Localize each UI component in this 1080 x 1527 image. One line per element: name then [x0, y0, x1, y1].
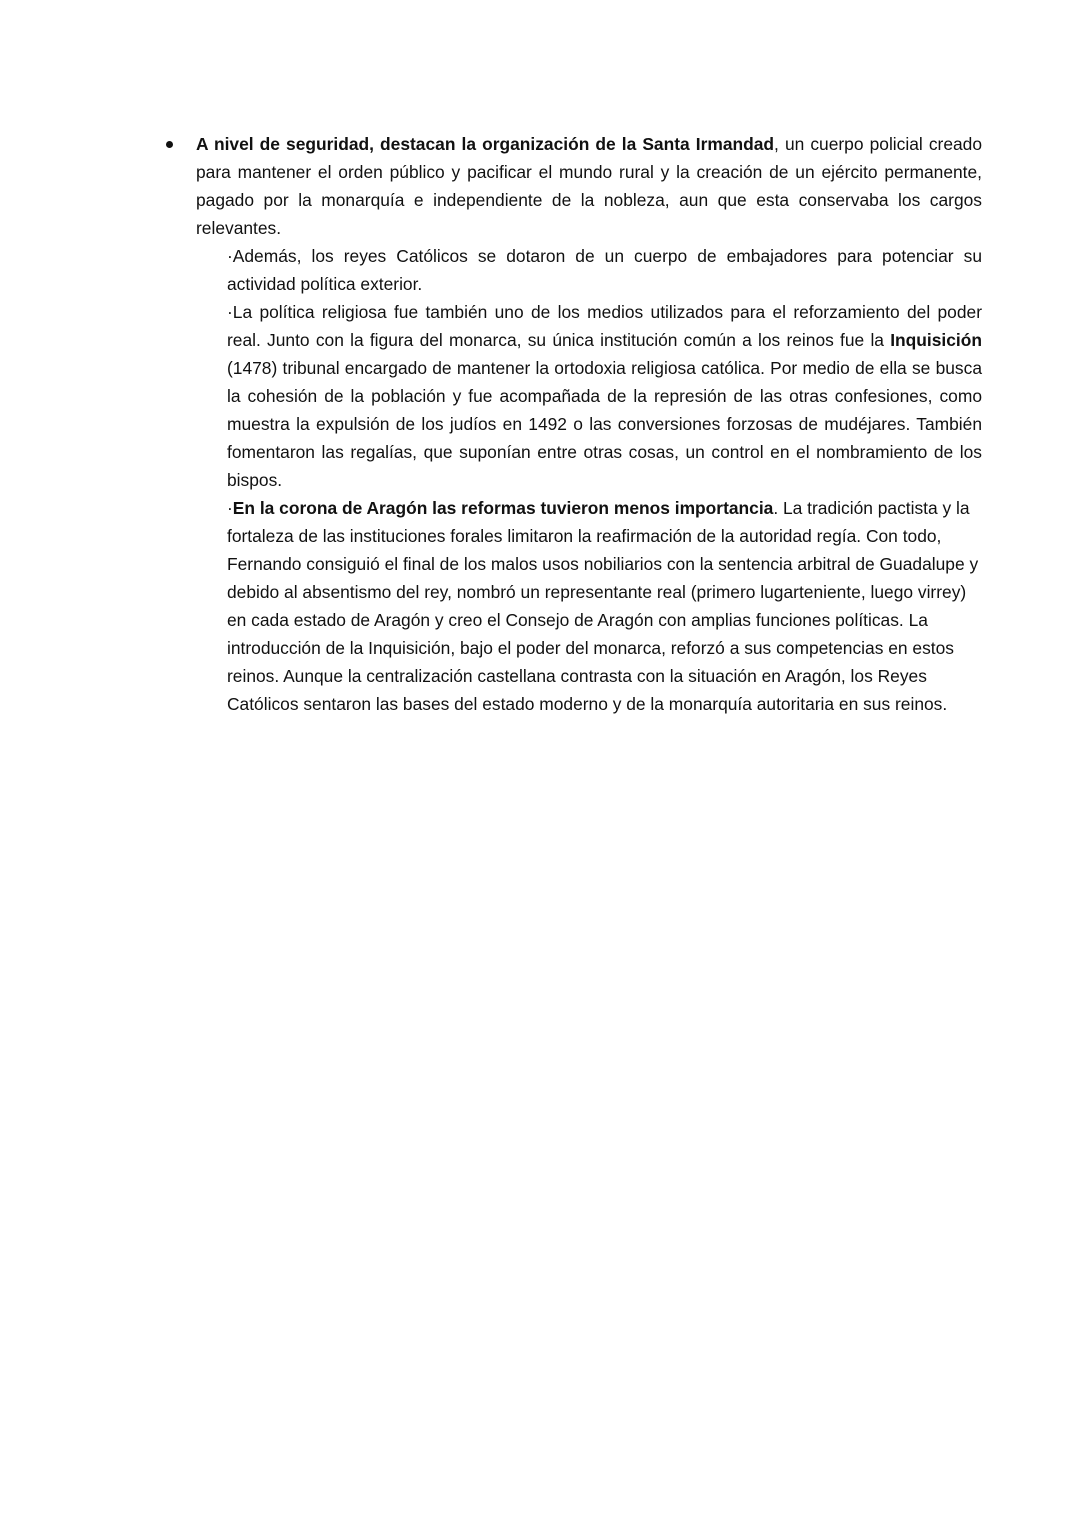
- sub-paragraph-3-text: . La tradición pactista y la fortaleza de las instituciones forales limitaron la reafirmación de la autoridad regía. Con todo, Fernando consiguió el final de los malos usos nobiliarios con la sentencia arbitral de Guadalupe y debido al absentismo del rey, nombró un representante real (primero lugarteniente, luego virrey) en cada estado de Aragón y creo el Consejo de Aragón con amplias funciones políticas. La introducción de la Inquisición, bajo el poder del monarca, reforzó a sus competencias en estos reinos. Aunque la centralización castellana contrasta con la situación en Aragón, los Reyes Católicos sentaron las bases del estado moderno y de la monarquía autoritaria en sus reinos.: [227, 498, 979, 714]
- bullet-paragraph: [196, 130, 982, 242]
- bullet-icon: [166, 141, 173, 148]
- sub-paragraph-3-bold-lead: En la corona de Aragón las reformas tuvieron menos importancia: [232, 498, 774, 518]
- bullet-section: [160, 130, 982, 718]
- sub-paragraph-embajadores: [227, 242, 982, 298]
- sub-paragraph-politica-religiosa: [227, 298, 982, 494]
- bullet-paragraph-bold-lead: A nivel de seguridad, destacan la organización de la Santa Irmandad: [196, 134, 775, 154]
- sub-paragraph-2-text-before: ·La política religiosa fue también uno de los medios utilizados para el reforzamiento del poder real. Junto con la figura del monarca, su única institución común a los reinos fue la: [227, 302, 982, 350]
- sub-paragraph-1-text: ·Además, los reyes Católicos se dotaron de un cuerpo de embajadores para potenciar su actividad política exterior.: [227, 246, 982, 294]
- sub-paragraph-2-text-after: (1478) tribunal encargado de mantener la ortodoxia religiosa católica. Por medio de ella se busca la cohesión de la población y fue acompañada de la represión de las otras confesiones, como muestra la expulsión de los judíos en 1492 o las conversiones forzosas de mudéjares. También fomentaron las regalías, que suponían entre otras cosas, un control en el nombramiento de los bispos.: [227, 358, 982, 490]
- sub-paragraph-3-prefix: ·: [227, 498, 233, 518]
- bullet-paragraph-text: , un cuerpo policial creado para mantener el orden público y pacificar el mundo rural y la creación de un ejército permanente, pagado por la monarquía e independiente de la nobleza, aun que esta conservaba los cargos relevantes.: [196, 134, 983, 238]
- sub-paragraph-corona-aragon: [227, 494, 982, 718]
- sub-paragraph-2-bold-inquisicion: Inquisición: [890, 330, 982, 350]
